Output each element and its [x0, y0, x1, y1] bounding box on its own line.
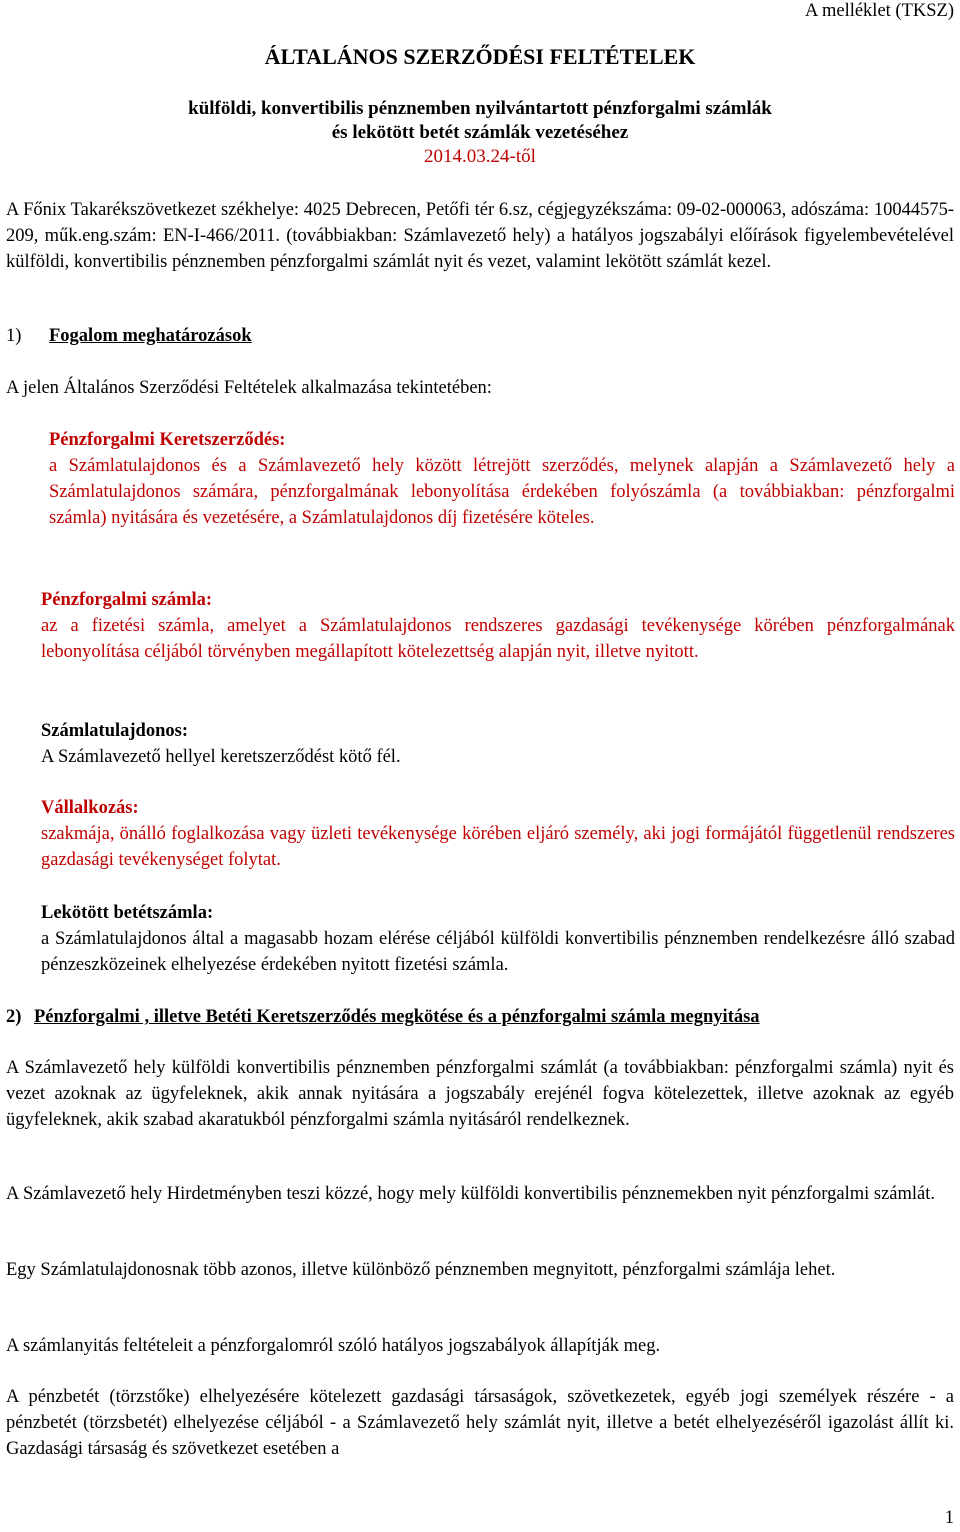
intro-paragraph: A Főnix Takarékszövetkezet székhelye: 4025 Debrecen, Petőfi tér 6.sz, cégjegyzékszáma: 09-02-000063, adószáma: 10044575-209, műk.eng.szám: EN-I-466/2011. (továbbiakban: Számlavezető hely) a hatályos jogszabályi előírások figyelembevételével külföldi, konvertibilis pénznemben pénzforgalmi számlát nyit és vezet, valamint lekötött számlát kezel. [6, 200, 954, 272]
definition-lekotott-betetszamla [41, 900, 955, 978]
subtitle-line-1: külföldi, konvertibilis pénznemben nyilvántartott pénzforgalmi számlák [188, 98, 772, 119]
definition-text: szakmája, önálló foglalkozása vagy üzleti tevékenysége körében eljáró személy, aki jogi formájától függetlenül rendszeres gazdasági tevékenységet folytat. [41, 824, 955, 870]
section-2-paragraph-4: A számlanyitás feltételeit a pénzforgalomról szóló hatályos jogszabályok állapítják meg. [6, 1336, 661, 1356]
section-1-heading [6, 323, 252, 349]
section-1-lead: A jelen Általános Szerződési Feltételek alkalmazása tekintetében: [6, 378, 492, 398]
section-2-number: 2) [6, 1007, 22, 1027]
section-2-heading [6, 1004, 760, 1030]
definition-text: A Számlavezető hellyel keretszerződést kötő fél. [41, 747, 401, 767]
section-1-title: Fogalom meghatározások [49, 326, 252, 346]
definition-term: Pénzforgalmi számla: [41, 590, 213, 610]
section-1-number: 1) [6, 326, 22, 346]
section-2-title: Pénzforgalmi , illetve Betéti Keretszerződés megkötése és a pénzforgalmi számla megnyitása [34, 1007, 760, 1027]
definition-term: Vállalkozás: [41, 798, 139, 818]
definition-text: az a fizetési számla, amelyet a Számlatulajdonos rendszeres gazdasági tevékenysége körében pénzforgalmának lebonyolítása céljából törvényben megállapított kötelezettség alapján nyit, illetve nyitott. [41, 616, 955, 662]
definition-text: a Számlatulajdonos és a Számlavezető hely között létrejött szerződés, melynek alapján a Számlavezető hely a Számlatulajdonos számára, pénzforgalmának lebonyolítása érdekében folyószámla (a továbbiakban: pénzforgalmi számla) nyitására és vezetésére, a Számlatulajdonos díj fizetésére köteles. [49, 456, 955, 528]
definition-term: Számlatulajdonos: [41, 721, 188, 741]
definition-penzforgalmi-szamla [41, 587, 955, 665]
section-2-paragraph-2: A Számlavezető hely Hirdetményben teszi közzé, hogy mely külföldi konvertibilis pénznemekben nyit pénzforgalmi számlát. [6, 1184, 936, 1204]
definition-text: a Számlatulajdonos által a magasabb hozam elérése céljából külföldi konvertibilis pénznemben rendelkezésre álló szabad pénzeszközeinek elhelyezése érdekében nyitott fizetési számla. [41, 929, 955, 975]
section-2-paragraph-5: A pénzbetét (törzstőke) elhelyezésére kötelezett gazdasági társaságok, szövetkezetek, egyéb jogi személyek részére - a pénzbetét (törzsbetét) elhelyezése céljából - a Számlavezető hely számlát nyit, illetve a betét elhelyezéséről igazolást állít ki. Gazdasági társaság és szövetkezet esetében a [6, 1387, 954, 1459]
document-subtitle [0, 97, 960, 169]
section-2-paragraph-1: A Számlavezető hely külföldi konvertibilis pénznemben pénzforgalmi számlát (a továbbiakban: pénzforgalmi számla) nyit és vezet azoknak az ügyfeleknek, akik annak nyitására a jogszabály erejénél fogva kötelezettek, illetve azoknak az egyéb ügyfeleknek, akik szabad akaratukból pénzforgalmi számla nyitásáról rendelkeznek. [6, 1058, 954, 1130]
annex-label: A melléklet (TKSZ) [805, 1, 954, 21]
subtitle-line-2: és lekötött betét számlák vezetéséhez [331, 122, 629, 143]
section-2-paragraph-3: Egy Számlatulajdonosnak több azonos, illetve különböző pénznemben megnyitott, pénzforgalmi számlája lehet. [6, 1260, 836, 1280]
definition-term: Pénzforgalmi Keretszerződés: [49, 430, 286, 450]
definition-keretszerzodes [49, 427, 955, 531]
page-number: 1 [944, 1508, 954, 1528]
subtitle-date: 2014.03.24-től [424, 146, 536, 167]
definition-vallalkozas [41, 795, 955, 873]
definition-szamlatulajdonos [41, 718, 955, 770]
definition-term: Lekötött betétszámla: [41, 903, 214, 923]
document-title: ÁLTALÁNOS SZERZŐDÉSI FELTÉTELEK [264, 44, 696, 69]
